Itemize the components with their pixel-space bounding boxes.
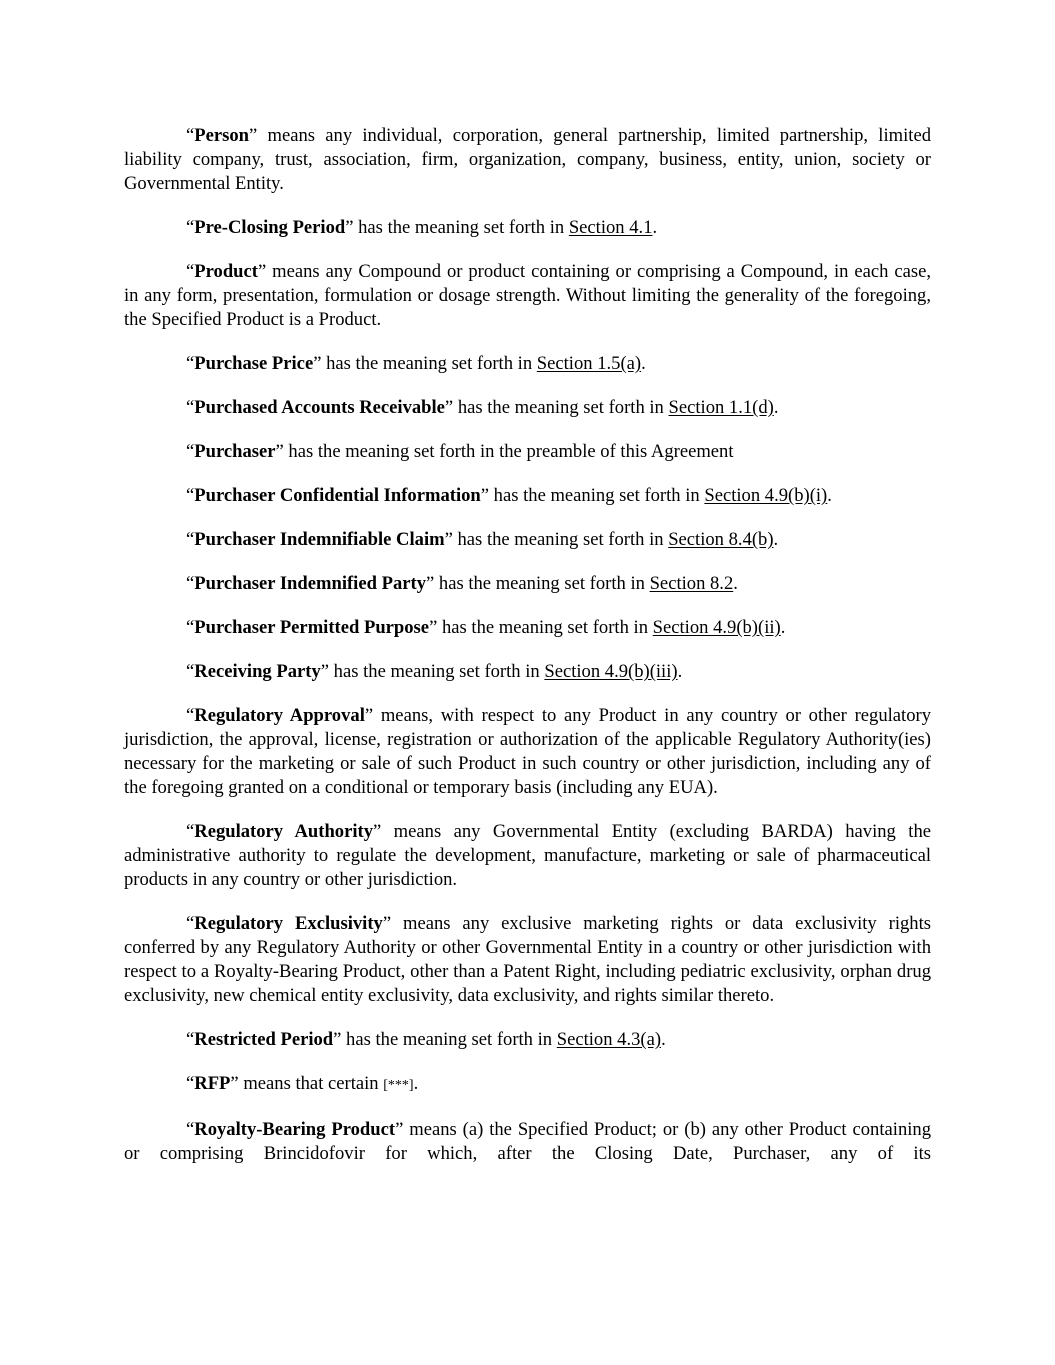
definition-person	[124, 124, 931, 196]
definition-text: “	[186, 529, 195, 550]
definition-text: “	[186, 261, 195, 282]
document-page	[124, 124, 931, 1186]
defined-term: Regulatory Authority	[194, 821, 373, 842]
definition-purchaser	[124, 440, 931, 464]
definition-text: ” has the meaning set forth in	[429, 617, 653, 638]
section-reference: Section 1.5(a)	[536, 353, 642, 374]
definition-purchaser-indemnifiable-claim	[124, 528, 931, 552]
definition-text: .	[677, 661, 683, 682]
defined-term: Purchaser Confidential Information	[194, 485, 481, 506]
definition-text: .	[827, 485, 832, 506]
definition-text: ” has the meaning set forth in	[444, 529, 669, 550]
definition-text: ” means (a) the Specified Product; or (b) any other Product containing or comprising Brincidofovir for which, after the Closing Date, Purchaser, any of its	[124, 1119, 931, 1164]
definition-text: “	[186, 661, 195, 682]
definition-purchaser-confidential-information	[124, 484, 931, 508]
definition-text: “	[186, 1073, 195, 1094]
definition-text: “	[186, 217, 195, 238]
definition-text: “	[186, 1029, 195, 1050]
definition-text: ” has the meaning set forth in	[480, 485, 705, 506]
section-reference: Section 8.2	[649, 573, 734, 594]
definition-text: ” has the meaning set forth in	[333, 1029, 557, 1050]
definition-regulatory-approval	[124, 704, 931, 800]
definition-text: .	[652, 217, 658, 238]
definition-text: “	[186, 573, 195, 594]
definition-text: ” means, with respect to any Product in any country or other regulatory jurisdiction, the approval, license, registration or authorization of the applicable Regulatory Authority(ies) necessary for the marketing or sale of such Product in such country or other jurisdiction, including any of the foregoing granted on a conditional or temporary basis (including any EUA).	[124, 705, 932, 798]
defined-term: Purchaser Indemnifiable Claim	[194, 529, 445, 550]
definition-restricted-period	[124, 1028, 931, 1052]
defined-term: Product	[194, 261, 258, 282]
definition-regulatory-authority	[124, 820, 931, 892]
defined-term: Purchase Price	[194, 353, 314, 374]
definition-receiving-party	[124, 660, 931, 684]
section-reference: Section 4.9(b)(ii)	[652, 617, 781, 638]
defined-term: RFP	[194, 1073, 231, 1094]
defined-term: Royalty-Bearing Product	[194, 1119, 396, 1140]
definition-text: .	[773, 397, 779, 418]
definition-text: “	[186, 397, 195, 418]
definition-text: ” means any Governmental Entity (excluding BARDA) having the administrative authority to regulate the development, manufacture, marketing or sale of pharmaceutical products in any country or other jurisdiction.	[124, 821, 931, 890]
definition-purchaser-permitted-purpose	[124, 616, 931, 640]
definition-text: .	[413, 1073, 419, 1094]
definition-text: .	[780, 617, 786, 638]
definition-text: ” means that certain	[230, 1073, 384, 1094]
definition-text: ” has the meaning set forth in the preamble of this Agreement	[275, 441, 734, 462]
defined-term: Restricted Period	[194, 1029, 334, 1050]
redaction-marker: [***]	[383, 1078, 414, 1093]
section-reference: Section 8.4(b)	[668, 529, 774, 550]
defined-term: Purchaser	[194, 441, 276, 462]
definition-purchase-price	[124, 352, 931, 376]
definition-purchased-accounts-receivable	[124, 396, 931, 420]
definition-text: ” has the meaning set forth in	[426, 573, 650, 594]
definition-text: ” has the meaning set forth in	[345, 217, 569, 238]
defined-term: Regulatory Approval	[194, 705, 365, 726]
definition-text: “	[186, 913, 195, 934]
definition-text: .	[661, 1029, 666, 1050]
definition-text: .	[641, 353, 646, 374]
section-reference: Section 1.1(d)	[668, 397, 774, 418]
definition-product	[124, 260, 931, 332]
defined-term: Purchaser Indemnified Party	[194, 573, 426, 594]
defined-term: Pre-Closing Period	[194, 217, 346, 238]
section-reference: Section 4.9(b)(i)	[704, 485, 828, 506]
definition-text: “	[186, 353, 195, 374]
definition-regulatory-exclusivity	[124, 912, 931, 1008]
definition-text: “	[186, 705, 195, 726]
section-reference: Section 4.3(a)	[556, 1029, 662, 1050]
definition-pre-closing-period	[124, 216, 931, 240]
definition-royalty-bearing-product	[124, 1118, 931, 1166]
definition-text: “	[186, 821, 195, 842]
definition-text: .	[733, 573, 738, 594]
definition-text: ” means any exclusive marketing rights or data exclusivity rights conferred by any Regulatory Authority or other Governmental Entity in a country or other jurisdiction with respect to a Royalty-Bearing Product, other than a Patent Right, including pediatric exclusivity, orphan drug exclusivity, new chemical entity exclusivity, data exclusivity, and rights similar thereto.	[124, 913, 931, 1006]
defined-term: Regulatory Exclusivity	[194, 913, 383, 934]
section-reference: Section 4.9(b)(iii)	[544, 661, 678, 682]
definition-rfp	[124, 1072, 931, 1098]
defined-term: Purchaser Permitted Purpose	[194, 617, 430, 638]
section-reference: Section 4.1	[568, 217, 653, 238]
definition-text: ” has the meaning set forth in	[313, 353, 537, 374]
defined-term: Person	[194, 125, 250, 146]
definition-text: .	[773, 529, 779, 550]
definition-text: “	[186, 617, 195, 638]
definition-text: ” means any individual, corporation, general partnership, limited partnership, limited liability company, trust, association, firm, organization, company, business, entity, union, society or Governmental Entity.	[124, 125, 931, 194]
definition-text: “	[186, 1119, 195, 1140]
defined-term: Purchased Accounts Receivable	[194, 397, 445, 418]
defined-term: Receiving Party	[194, 661, 321, 682]
definition-text: “	[186, 125, 195, 146]
definition-text: ” has the meaning set forth in	[320, 661, 545, 682]
definition-text: ” means any Compound or product containing or comprising a Compound, in each case, in any form, presentation, formulation or dosage strength. Without limiting the generality of the foregoing, the Specified Product is a Product.	[124, 261, 931, 330]
definition-text: “	[186, 441, 195, 462]
definition-text: ” has the meaning set forth in	[444, 397, 669, 418]
definition-purchaser-indemnified-party	[124, 572, 931, 596]
definition-text: “	[186, 485, 195, 506]
